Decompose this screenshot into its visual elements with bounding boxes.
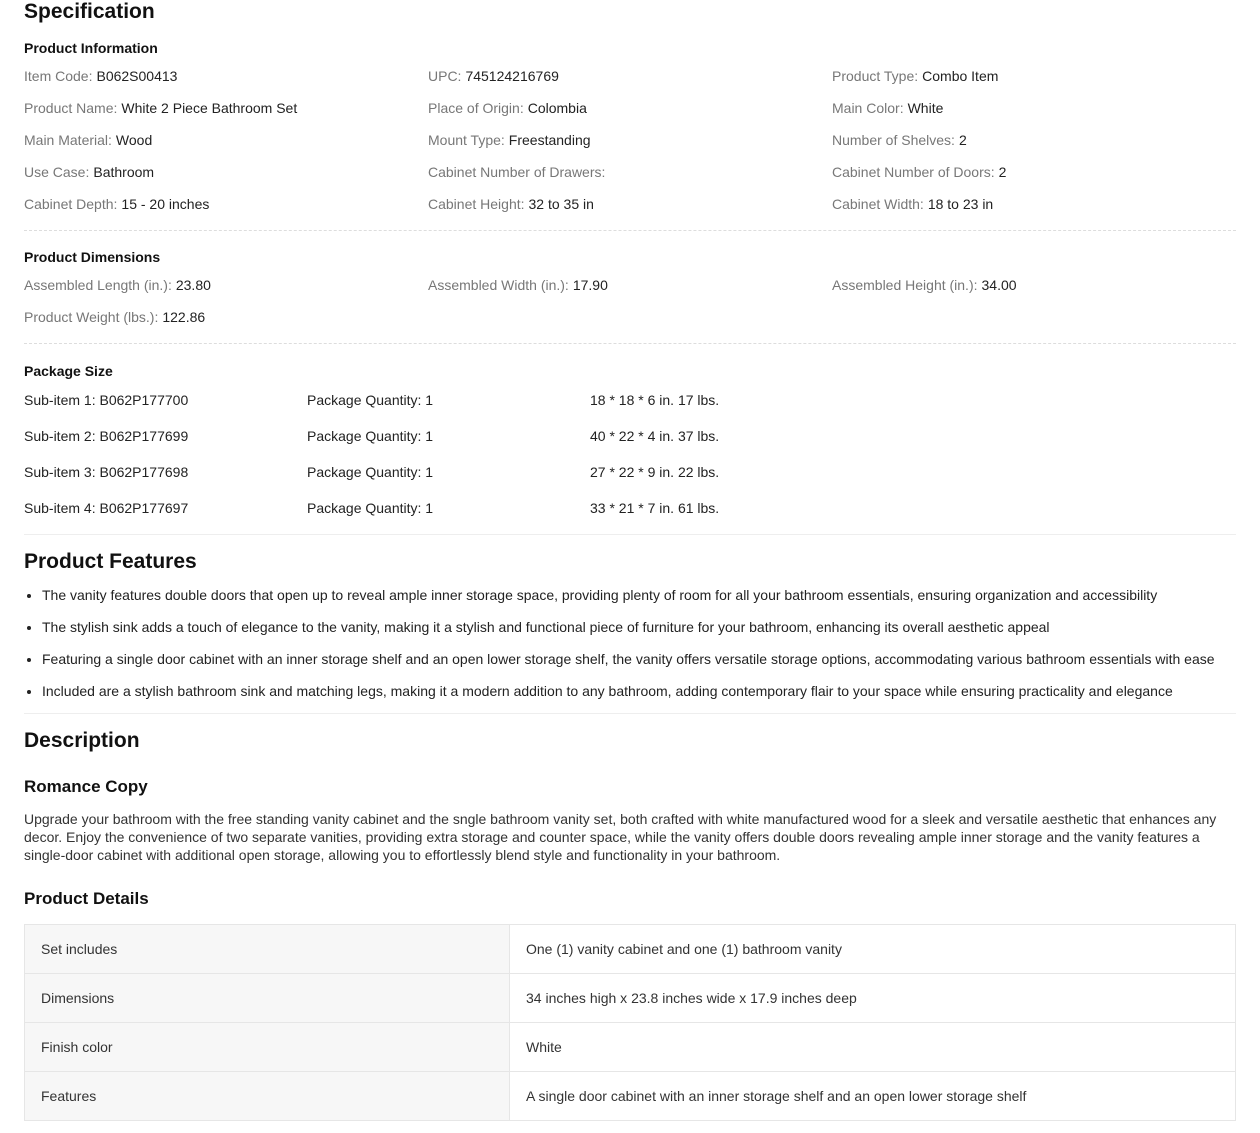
description-title: Description [24,729,140,752]
info-attr: Number of Shelves: 2 [832,132,967,148]
package-size-title: Package Size [24,363,113,379]
info-attr: Place of Origin: Colombia [428,100,587,116]
description-section [24,714,1236,1121]
package-dimensions: 33 * 21 * 7 in. 61 lbs. [590,500,720,516]
info-row [24,188,1236,220]
romance-copy-text: Upgrade your bathroom with the free standing vanity cabinet and the sngle bathroom vanity set, both crafted with white manufactured wood for a sleek and versatile aesthetic that enhances any decor. Enjoy the convenience of two separate vanities, providing extra storage and counter space, while the vanity offers double doors revealing ample inner storage and the vanity features a single-door cabinet with additional open storage, allowing you to effortlessly blend style and functionality in your bathroom. [24,811,1217,863]
product-information-section [24,24,1236,220]
package-row [24,418,1236,454]
table-row [25,1023,1236,1072]
product-features-title: Product Features [24,550,197,573]
detail-key: Finish color [25,1023,510,1072]
info-attr: UPC: 745124216769 [428,68,559,84]
package-row [24,382,1236,418]
detail-value: White [510,1023,1236,1072]
package-row [24,454,1236,490]
sub-item-id: Sub-item 2: B062P177699 [24,428,189,444]
detail-key: Set includes [25,925,510,974]
table-row [25,1072,1236,1121]
info-attr: Cabinet Height: 32 to 35 in [428,196,594,212]
info-row [24,60,1236,92]
dimension-attr: Product Weight (lbs.): 122.86 [24,309,206,325]
package-dimensions: 40 * 22 * 4 in. 37 lbs. [590,428,720,444]
romance-copy-title: Romance Copy [24,777,148,796]
info-attr: Main Material: Wood [24,132,153,148]
info-attr: Cabinet Number of Doors: 2 [832,164,1007,180]
info-attr: Item Code: B062S00413 [24,68,178,84]
package-quantity: Package Quantity: 1 [307,464,434,480]
product-details-table [24,924,1236,1121]
detail-key: Dimensions [25,974,510,1023]
product-dimensions-section [24,231,1236,333]
package-size-section [24,344,1236,526]
package-quantity: Package Quantity: 1 [307,500,434,516]
info-attr: Product Name: White 2 Piece Bathroom Set [24,100,298,116]
table-row [25,974,1236,1023]
table-row [25,925,1236,974]
detail-key: Features [25,1072,510,1121]
product-information-title: Product Information [24,40,158,56]
info-attr: Main Color: White [832,100,944,116]
detail-value: 34 inches high x 23.8 inches wide x 17.9 inches deep [510,974,1236,1023]
dimension-row [24,301,1236,333]
info-row [24,156,1236,188]
feature-item: • Included are a stylish bathroom sink and matching legs, making it a modern addition to any bathroom, adding contemporary flair to your space while ensuring practicality and elegance [42,675,1236,707]
sub-item-id: Sub-item 1: B062P177700 [24,392,189,408]
feature-item: • The vanity features double doors that open up to reveal ample inner storage space, providing plenty of room for all your bathroom essentials, ensuring organization and accessibility [42,579,1236,611]
product-dimensions-title: Product Dimensions [24,249,161,265]
info-attr: Product Type: Combo Item [832,68,999,84]
product-details-title: Product Details [24,889,149,908]
dimension-attr: Assembled Length (in.): 23.80 [24,277,211,293]
dimension-row [24,269,1236,301]
feature-item: • Featuring a single door cabinet with an inner storage shelf and an open lower storage shelf, the vanity offers versatile storage options, accommodating various bathroom essentials with ease [42,643,1236,675]
product-features-section [24,535,1236,707]
info-attr: Cabinet Depth: 15 - 20 inches [24,196,210,212]
info-attr: Cabinet Width: 18 to 23 in [832,196,994,212]
info-row [24,92,1236,124]
info-row [24,124,1236,156]
package-row [24,490,1236,526]
package-quantity: Package Quantity: 1 [307,392,434,408]
sub-item-id: Sub-item 4: B062P177697 [24,500,189,516]
package-dimensions: 18 * 18 * 6 in. 17 lbs. [590,392,720,408]
features-list [24,579,1236,707]
info-attr: Cabinet Number of Drawers: [428,164,606,180]
package-dimensions: 27 * 22 * 9 in. 22 lbs. [590,464,720,480]
detail-value: One (1) vanity cabinet and one (1) bathroom vanity [510,925,1236,974]
dimension-attr: Assembled Width (in.): 17.90 [428,277,608,293]
sub-item-id: Sub-item 3: B062P177698 [24,464,189,480]
dimension-attr: Assembled Height (in.): 34.00 [832,277,1017,293]
feature-item: • The stylish sink adds a touch of elegance to the vanity, making it a stylish and functional piece of furniture for your bathroom, enhancing its overall aesthetic appeal [42,611,1236,643]
package-quantity: Package Quantity: 1 [307,428,434,444]
specification-title: Specification [24,0,155,23]
detail-value: A single door cabinet with an inner storage shelf and an open lower storage shelf [510,1072,1236,1121]
info-attr: Use Case: Bathroom [24,164,155,180]
info-attr: Mount Type: Freestanding [428,132,591,148]
